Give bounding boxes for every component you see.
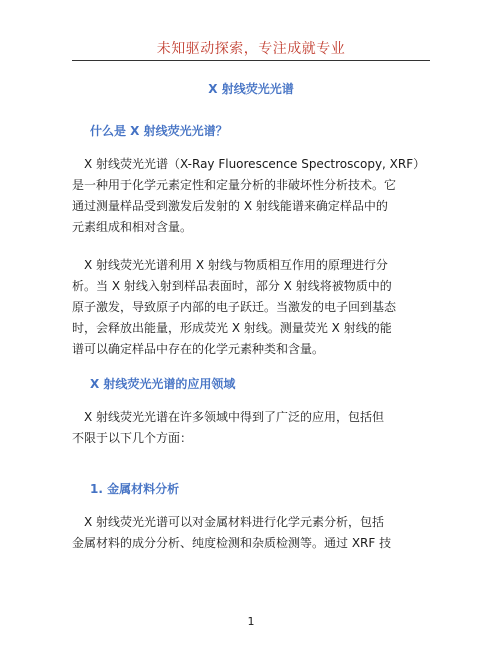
page-number: 1 <box>247 615 255 628</box>
header-brand-text: 未知驱动探索，专注成就专业 <box>156 41 346 57</box>
paragraph-line: 原子激发，导致原子内部的电子跃迁。当激发的电子回到基态 <box>72 300 397 314</box>
paragraph-line: X 射线荧光光谱（X-Ray Fluorescence Spectroscopy, XRF） <box>72 157 426 171</box>
paragraph-line: 通过测量样品受到激发后发射的 X 射线能谱来确定样品中的 <box>72 199 388 213</box>
section-heading-what-is-xrf: 什么是 X 射线荧光光谱？ <box>90 124 228 138</box>
paragraph-line: 金属材料的成分分析、纯度检测和杂质检测等。通过 XRF 技 <box>72 536 392 550</box>
paragraph-line: 时，会释放出能量，形成荧光 X 射线。测量荧光 X 射线的能 <box>72 321 392 335</box>
document-title: X 射线荧光光谱 <box>208 82 294 96</box>
paragraph-line: X 射线荧光光谱可以对金属材料进行化学元素分析，包括 <box>72 515 385 529</box>
paragraph-line: 不限于以下几个方面： <box>72 431 193 445</box>
section-heading-metal-analysis: 1. 金属材料分析 <box>90 482 180 496</box>
paragraph-line: X 射线荧光光谱利用 X 射线与物质相互作用的原理进行分 <box>72 258 388 272</box>
paragraph-principle <box>72 255 434 360</box>
paragraph-line: X 射线荧光光谱在许多领域中得到了广泛的应用，包括但 <box>72 410 385 424</box>
header-divider <box>72 60 430 61</box>
paragraph-line: 谱可以确定样品中存在的化学元素种类和含量。 <box>72 342 325 356</box>
paragraph-definition <box>72 154 434 238</box>
paragraph-metal-analysis <box>72 512 434 554</box>
paragraph-line: 析。当 X 射线入射到样品表面时，部分 X 射线将被物质中的 <box>72 279 392 293</box>
paragraph-applications-intro <box>72 407 434 449</box>
paragraph-line: 元素组成和相对含量。 <box>72 220 193 234</box>
paragraph-line: 是一种用于化学元素定性和定量分析的非破坏性分析技术。它 <box>72 178 397 192</box>
section-heading-applications: X 射线荧光光谱的应用领域 <box>90 377 236 391</box>
